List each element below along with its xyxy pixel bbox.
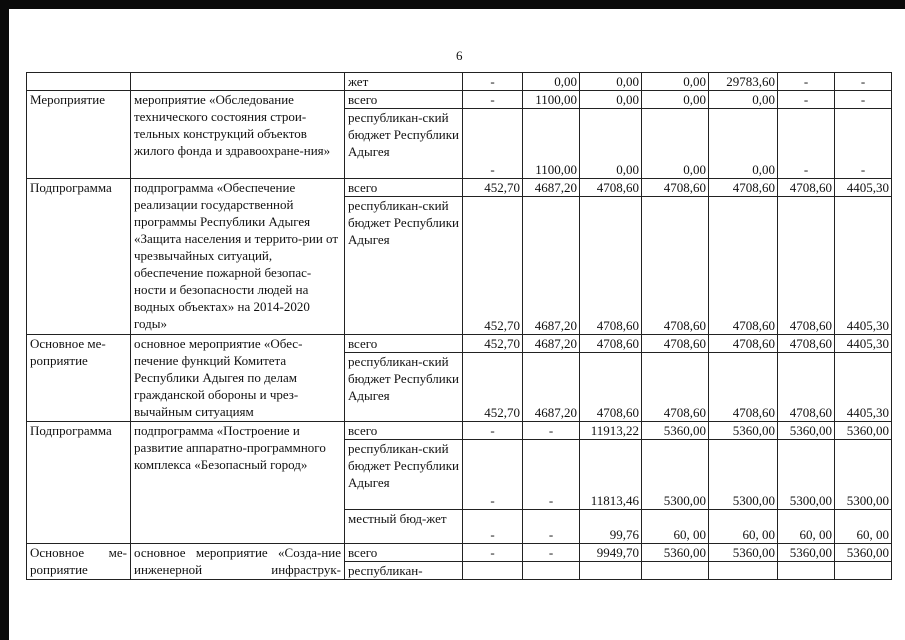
value-cell: 5360,00 — [778, 422, 835, 440]
name-cell: основное мероприятие «Созда-ние инженерной инфраструк- — [131, 544, 345, 580]
source-cell: республикан-ский бюджет Республики Адыгея — [345, 197, 463, 335]
value-cell: - — [463, 544, 523, 562]
table-row — [27, 422, 892, 440]
value-cell: 5360,00 — [835, 422, 892, 440]
source-cell: всего — [345, 91, 463, 109]
value-cell: - — [523, 544, 580, 562]
name-cell: подпрограмма «Обеспечение реализации государственной программы Республики Адыгея «Защита населения и террито-рии от чрезвычайных ситуаций, обеспечение пожарной безопас-ности и безопасности людей на водных объектах» на 2014-2020 годы» — [131, 179, 345, 335]
value-cell: 4708,60 — [580, 179, 642, 197]
value-cell: 4708,60 — [778, 197, 835, 335]
value-cell — [835, 562, 892, 580]
value-cell: 5360,00 — [709, 422, 778, 440]
value-cell — [580, 562, 642, 580]
value-cell: 0,00 — [642, 73, 709, 91]
value-cell: 4405,30 — [835, 179, 892, 197]
value-cell: 4687,20 — [523, 353, 580, 422]
value-cell: 4708,60 — [642, 179, 709, 197]
value-cell: 4708,60 — [642, 353, 709, 422]
value-cell: 452,70 — [463, 197, 523, 335]
value-cell: - — [778, 109, 835, 179]
page-number: 6 — [456, 48, 463, 63]
name-cell: основное мероприятие «Обес-печение функций Комитета Республики Адыгея по делам гражданской обороны и чрез-вычайным ситуациям — [131, 335, 345, 422]
value-cell: 60, 00 — [778, 510, 835, 544]
table-row — [27, 335, 892, 353]
value-cell: 5300,00 — [778, 440, 835, 510]
value-cell: 99,76 — [580, 510, 642, 544]
value-cell: 4708,60 — [778, 335, 835, 353]
source-cell: жет — [345, 73, 463, 91]
value-cell: - — [463, 510, 523, 544]
status-cell — [27, 73, 131, 91]
value-cell: 60, 00 — [642, 510, 709, 544]
value-cell: 11913,22 — [580, 422, 642, 440]
name-cell — [131, 73, 345, 91]
value-cell: 5300,00 — [642, 440, 709, 510]
value-cell: 0,00 — [642, 109, 709, 179]
source-cell: местный бюд-жет — [345, 510, 463, 544]
value-cell: 4708,60 — [580, 335, 642, 353]
value-cell: 0,00 — [523, 73, 580, 91]
source-cell: всего — [345, 544, 463, 562]
value-cell: 9949,70 — [580, 544, 642, 562]
table-row — [27, 179, 892, 197]
status-cell: Основное ме-роприятие — [27, 544, 131, 580]
value-cell: 0,00 — [580, 91, 642, 109]
status-cell: Мероприятие — [27, 91, 131, 179]
value-cell: - — [463, 440, 523, 510]
value-cell — [523, 562, 580, 580]
source-cell: всего — [345, 179, 463, 197]
value-cell: 452,70 — [463, 179, 523, 197]
value-cell: - — [835, 109, 892, 179]
value-cell: - — [778, 91, 835, 109]
source-cell: всего — [345, 422, 463, 440]
value-cell: - — [835, 73, 892, 91]
scan-border-left — [0, 0, 9, 640]
source-cell: всего — [345, 335, 463, 353]
value-cell: 4708,60 — [580, 353, 642, 422]
value-cell: 0,00 — [580, 73, 642, 91]
value-cell: - — [523, 440, 580, 510]
value-cell: 4405,30 — [835, 197, 892, 335]
value-cell: - — [463, 109, 523, 179]
value-cell: 4687,20 — [523, 197, 580, 335]
source-cell: республикан- — [345, 562, 463, 580]
value-cell: 60, 00 — [709, 510, 778, 544]
value-cell: 4687,20 — [523, 179, 580, 197]
value-cell: - — [835, 91, 892, 109]
value-cell: 4708,60 — [709, 335, 778, 353]
value-cell: 5360,00 — [835, 544, 892, 562]
value-cell: - — [463, 73, 523, 91]
source-cell: республикан-ский бюджет Республики Адыгея — [345, 353, 463, 422]
value-cell: 452,70 — [463, 335, 523, 353]
value-cell: 4708,60 — [709, 353, 778, 422]
value-cell: 5300,00 — [709, 440, 778, 510]
value-cell: 5360,00 — [778, 544, 835, 562]
value-cell: - — [463, 91, 523, 109]
budget-table — [26, 72, 892, 580]
value-cell: - — [523, 422, 580, 440]
value-cell: 60, 00 — [835, 510, 892, 544]
value-cell: 4405,30 — [835, 353, 892, 422]
table-row — [27, 91, 892, 109]
scan-border-top — [0, 0, 905, 9]
value-cell: 1100,00 — [523, 91, 580, 109]
value-cell: 5300,00 — [835, 440, 892, 510]
value-cell: 4708,60 — [642, 335, 709, 353]
value-cell: 4708,60 — [778, 353, 835, 422]
value-cell: 4708,60 — [709, 197, 778, 335]
value-cell: 29783,60 — [709, 73, 778, 91]
value-cell: 4708,60 — [709, 179, 778, 197]
value-cell: 0,00 — [709, 109, 778, 179]
value-cell: - — [463, 422, 523, 440]
source-cell: республикан-ский бюджет Республики Адыгея — [345, 440, 463, 510]
status-cell: Подпрограмма — [27, 179, 131, 335]
value-cell: 0,00 — [580, 109, 642, 179]
value-cell: 11813,46 — [580, 440, 642, 510]
value-cell: 5360,00 — [642, 422, 709, 440]
status-cell: Основное ме-роприятие — [27, 335, 131, 422]
value-cell: 5360,00 — [642, 544, 709, 562]
value-cell — [642, 562, 709, 580]
source-cell: республикан-ский бюджет Республики Адыгея — [345, 109, 463, 179]
status-cell: Подпрограмма — [27, 422, 131, 544]
name-cell: подпрограмма «Построение и развитие аппаратно-программного комплекса «Безопасный город» — [131, 422, 345, 544]
name-cell: мероприятие «Обследование технического состояния строи-тельных конструкций объектов жилого фонда и здравоохране-ния» — [131, 91, 345, 179]
value-cell: 4687,20 — [523, 335, 580, 353]
value-cell — [463, 562, 523, 580]
table-row — [27, 544, 892, 562]
value-cell: - — [778, 73, 835, 91]
value-cell: 4405,30 — [835, 335, 892, 353]
value-cell — [778, 562, 835, 580]
value-cell: 0,00 — [709, 91, 778, 109]
value-cell: - — [523, 510, 580, 544]
value-cell: 1100,00 — [523, 109, 580, 179]
value-cell: 452,70 — [463, 353, 523, 422]
value-cell: 5360,00 — [709, 544, 778, 562]
value-cell: 4708,60 — [642, 197, 709, 335]
value-cell: 4708,60 — [778, 179, 835, 197]
value-cell — [709, 562, 778, 580]
table-row — [27, 73, 892, 91]
value-cell: 4708,60 — [580, 197, 642, 335]
value-cell: 0,00 — [642, 91, 709, 109]
